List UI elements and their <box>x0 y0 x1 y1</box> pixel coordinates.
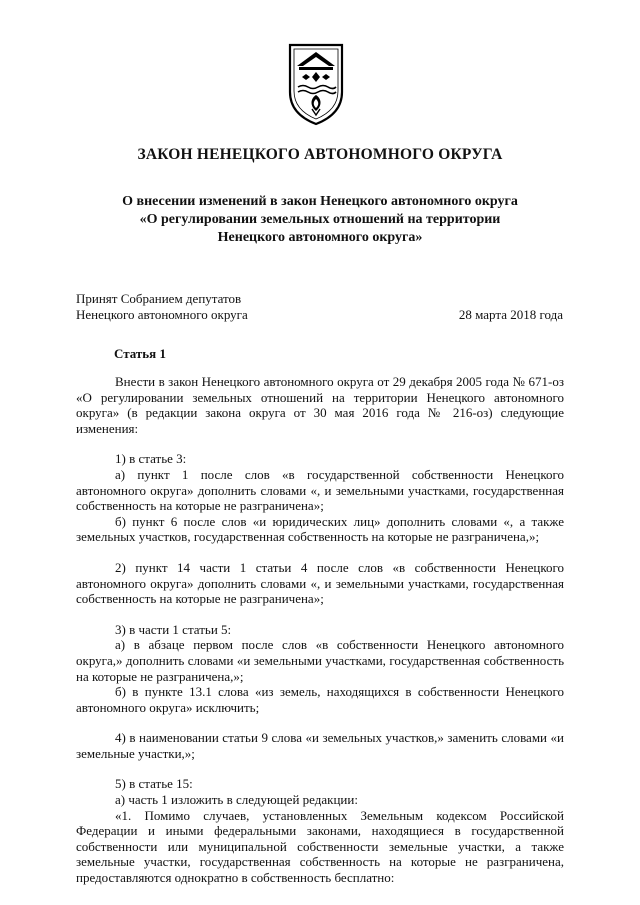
subtitle-line: «О регулировании земельных отношений на территории <box>139 212 501 227</box>
law-subtitle <box>60 193 580 247</box>
paragraph: 5) в статье 15: <box>115 776 193 792</box>
paragraph: Внести в закон Ненецкого автономного округа от 29 декабря 2005 года № 671-оз «О регулировании земельных отношений на территории Ненецкого автономного округа» (в редакции закона округа от 30 мая 2016 года № 216-оз) следующие изменения: <box>76 374 564 436</box>
paragraph: 2) пункт 14 части 1 статьи 4 после слов «в собственности Ненецкого автономного округа» дополнить словами «, и земельными участками, государственная собственность на которые не разграничена»; <box>76 559 564 607</box>
article-body <box>76 374 564 886</box>
paragraph: 4) в наименовании статьи 9 слова «и земельных участков,» заменить словами «и земельные участки,»; <box>76 730 564 761</box>
adopted-by <box>76 291 248 323</box>
adopted-date: 28 марта 2018 года <box>458 307 563 322</box>
paragraph: «1. Помимо случаев, установленных Земельным кодексом Российской Федерации и иными федеральными законами, находящиеся в государственной собственности или муниципальной собственности земельные участки, а также земельные участки, государственная собственность на которые не разграничена, предоставляются однократно в собственность бесплатно: <box>76 807 564 886</box>
paragraph: б) в пункте 13.1 слова «из земель, находящихся в собственности Ненецкого автономного округа» исключить; <box>76 684 564 715</box>
paragraph: б) пункт 6 после слов «и юридических лиц» дополнить словами «, а также земельных участков, государственная собственность на которые не разграничена,»; <box>76 513 564 545</box>
article-heading: Статья 1 <box>114 346 166 361</box>
paragraph: а) пункт 1 после слов «в государственной собственности Ненецкого автономного округа» дополнить словами «, и земельными участками, государственная собственность на которые не разграничена»; <box>76 466 564 514</box>
paragraph: а) часть 1 изложить в следующей редакции: <box>115 792 358 808</box>
paragraph: 3) в части 1 статьи 5: <box>115 621 232 637</box>
subtitle-line: Ненецкого автономного округа» <box>217 230 423 245</box>
coat-of-arms-emblem <box>285 42 347 126</box>
adopted-by-line: Ненецкого автономного округа <box>76 307 248 322</box>
paragraph: 1) в статье 3: <box>115 451 187 467</box>
law-title: ЗАКОН НЕНЕЦКОГО АВТОНОМНОГО ОКРУГА <box>137 146 503 163</box>
subtitle-line: О внесении изменений в закон Ненецкого автономного округа <box>122 194 518 209</box>
paragraph: а) в абзаце первом после слов «в собственности Ненецкого автономного округа,» дополнить словами «и земельными участками, государственная собственность на которые не разграничена,»; <box>76 637 564 684</box>
adopted-by-line: Принят Собранием депутатов <box>76 291 242 306</box>
